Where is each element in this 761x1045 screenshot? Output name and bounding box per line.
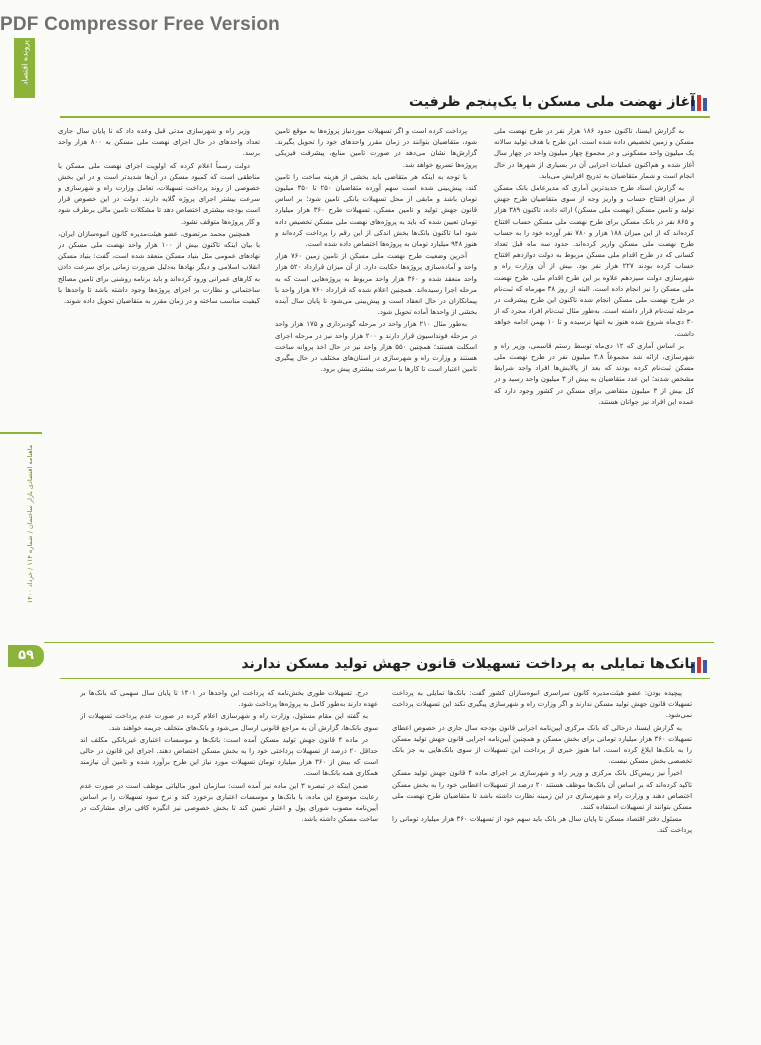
paragraph: درج. تسهیلات طوری بخش‌نامه که پرداخت این واحدها در ۱۴۰۱ تا پایان سال سهمی که بانک‌ها بر عهده دارند به‌طور کامل به پروژه‌ها پرداخت شود. (80, 689, 378, 709)
paragraph: وزیر راه و شهرسازی مدتی قبل وعده داد که تا پایان سال جاری تعداد واحدهای در حال اجرای نهضت ملی مسکن به ۸۰۰ هزار واحد برسد. (58, 127, 260, 158)
running-footer: ماهنامه اقتصادی بازار ساختمان / شماره ۱۱۴ / خرداد ۱۴۰۰ (26, 444, 34, 604)
article2-title-rule (60, 678, 710, 679)
paragraph: همچنین محمد مرتضوی، عضو هیئت‌مدیره کانون انبوه‌سازان ایران، با بیان اینکه تاکنون بیش از ۱۰۰ هزار واحد نهضت ملی مسکن در نهادهای عمومی مثل بنیاد مسکن منعقد شده است، گفت: بنیاد مسکن انقلاب اسلامی و دیگر نهادها به‌دلیل ضرورت زمانی برای سرعت دادن به کارهای عمرانی ورود کرده‌اند و باید برنامه روشنی برای تامین مصالح ساختمانی و نظارت بر اجرای پروژه‌ها وجود داشته باشد تا واحدها با کیفیت مناسب ساخته و در زمان مقرر به متقاضیان تحویل داده شوند. (58, 229, 260, 306)
article1-title: آغاز نهضت ملی مسکن با یک‌پنجم ظرفیت (409, 94, 695, 110)
paragraph: ضمن اینکه در تبصره ۳ این ماده نیز آمده است: سازمان امور مالیاتی موظف است در صورت عدم رعایت موضوع این ماده، با بانک‌ها و موسسات اعتباری برخورد کند و نرخ سود تسهیلات را بر اساس آیین‌نامه مصوب شورای پول و اعتبار تعیین کند تا بخش خصوصی نیز انگیزه کافی برای مشارکت در ساخت مسکن داشته باشد. (80, 781, 378, 824)
paragraph: به گزارش اسناد طرح جدیدترین آماری که مدیرعامل بانک مسکن از میزان افتتاح حساب و واریز وجه از سوی متقاضیان طرح جهش تولید و تامین مسکن (نهضت ملی مسکن) ارائه داده، تاکنون ۳۸۹ هزار و ۸۶۵ نفر در بانک مسکن برای طرح نهضت ملی مسکن حساب افتتاح کرده‌اند که از این میزان ۱۸۸ هزار و ۷۸۰ نفر آورده خود را به حساب طرح نهضت ملی مسکن واریز کرده‌اند. حدود سه ماه قبل تعداد کسانی که در طرح اقدام ملی مسکن مربوط به دولت دوازدهم افتتاح حساب کرده بودند ۲۲۷ هزار نفر بود. بیش از آن وزارت راه و شهرسازی دولت سیزدهم علاوه بر این طرح اقدام ملی، طرح نهضت ملی مسکن را نیز انجام داده است. البته از روز ۳۸ مهرماه که ثبت‌نام در طرح نهضت ملی مسکن انجام شده تاکنون این طرح پیشرفت در مرحله ثبت‌نام قرار داشته است. به‌طور مثال ثبت‌نام افراد مجرد که از ۳۰ دی‌ماه شروع شده هنوز به انتها نرسیده و تا ۱۰ بهمن ادامه خواهد داشت. (494, 184, 694, 338)
article1-column-left (58, 126, 260, 608)
paragraph: آخرین وضعیت طرح نهضت ملی مسکن از تامین زمین ۷۶۰ هزار واحد و آماده‌سازی پروژه‌ها حکایت دارد. از آن میزان قرارداد ۵۲۰ هزار واحد منعقد شده و ۳۶۰ هزار واحد مربوط به پروژه‌هایی است که به مرحله اجرا رسیده‌اند. همچنین اعلام شده که قرارداد ۷۶۰ هزار واحد با پیمانکاران در حال انعقاد است و پیش‌بینی می‌شود تا پایان سال آینده بخشی از واحدها آماده تحویل شود. (275, 252, 477, 317)
section-tab-label: پرونده اقتصاد (20, 39, 30, 86)
side-divider (0, 432, 42, 434)
page-divider (44, 642, 714, 643)
paragraph: بر اساس آماری که ۱۲ دی‌ماه توسط رستم قاسمی، وزیر راه و شهرسازی، ارائه شد مجموعاً ۳.۸ میلیون نفر در طرح نهضت ملی مسکن ثبت‌نام کرده بودند که بعد از پالایش‌ها افراد واجد شرایط مشخص شدند؛ این عدد متقاضیان به بیش از ۳ میلیون واحد رسید و در کل بیش از ۳ میلیون متقاضی برای مسکن در کشور وجود دارد که عمده این افراد نیز جوانان هستند. (494, 341, 694, 406)
paragraph: با توجه به اینکه هر متقاضی باید بخشی از هزینه ساخت را تامین کند، پیش‌بینی شده است سهم آورده متقاضیان ۲۵۰ تا ۳۵۰ میلیون تومان باشد و مابقی از محل تسهیلات بانکی تامین شود؛ بر اساس قانون جهش تولید و تامین مسکن، تسهیلات طرح ۳۶۰ هزار میلیارد تومان تعیین شده که باید به پروژه‌های نهضت ملی مسکن تخصیص داده شود اما تاکنون بانک‌ها بخش اندکی از این رقم را پرداخت کرده‌اند و هنوز ۹۴۸ میلیارد تومان به پروژه‌ها اختصاص داده شده است. (275, 172, 477, 249)
article1-column-right (494, 126, 694, 608)
paragraph: به گفته این مقام مسئول، وزارت راه و شهرسازی اعلام کرده در صورت عدم پرداخت تسهیلات از سوی بانک‌ها، گزارش آن به مراجع قانونی ارسال می‌شود و بانک‌های متخلف جریمه خواهند شد. (80, 712, 378, 732)
article1-title-rule (60, 116, 710, 118)
article1-column-middle (275, 126, 477, 608)
paragraph: دولت رسماً اعلام کرده که اولویت اجرای نهضت ملی مسکن با مناطقی است که کمبود مسکن در آن‌ها شدیدتر است و در این بخش خصوصی از روند پرداخت تسهیلات، تعامل وزارت راه و شهرسازی و سرعت بیشتر اجرای پروژه گلایه دارند. دولت در این خصوص قرار است بودجه بیشتری اختصاص دهد تا مشکلات تامین مالی برطرف شود و کار پروژه‌ها متوقف نشود. (58, 161, 260, 226)
paragraph: به‌طور مثال ۲۱۰ هزار واحد در مرحله گودبرداری و ۱۷۵ هزار واحد در مرحله فونداسیون قرار دارند و ۲۰۰ هزار واحد نیز در مرحله اجرای اسکلت هستند؛ همچنین ۵۵۰ هزار واحد نیز در حال اخذ پروانه ساخت هستند و وزارت راه و شهرسازی در استان‌های مختلف در حال پیگیری تامین اعتبار است تا کارها با سرعت بیشتری پیش برود. (275, 320, 477, 374)
pdf-compressor-watermark: PDF Compressor Free Version (0, 14, 280, 35)
paragraph: پیچیده بودن: عضو هیئت‌مدیره کانون سراسری انبوه‌سازان کشور گفت: بانک‌ها تمایلی به پرداخت تسهیلات قانون جهش تولید مسکن ندارند و اگر وزارت راه و شهرسازی پیگیری نکند این تسهیلات پرداخت نمی‌شود. (392, 689, 692, 720)
section-tab (14, 38, 35, 98)
paragraph: به گزارش ایسنا، درحالی که بانک مرکزی آیین‌نامه اجرایی قانون بودجه سال جاری در خصوص اعطای تسهیلات ۳۶۰ هزار میلیارد تومانی برای بخش مسکن و همچنین آیین‌نامه اجرایی قانون جهش تولید مسکن را به بانک‌ها ابلاغ کرده است، اما هنوز خبری از پرداخت این تسهیلات از سوی بانک‌هایی به جز بانک تخصصی بخش مسکن نیست. (392, 723, 692, 766)
paragraph: در ماده ۴ قانون جهش تولید مسکن آمده است: بانک‌ها و موسسات اعتباری غیربانکی مکلف اند حداقل ۲۰ درصد از تسهیلات پرداختی خود را به بخش مسکن اختصاص دهند. اجرای این قانون در حالی است که بیش از ۳۶۰ هزار میلیارد تومان تسهیلات مورد نیاز این طرح برآورد شده و تامین آن نیازمند همکاری همه بانک‌ها است. (80, 735, 378, 778)
page-number: ۵۹ (8, 645, 44, 667)
article2-title: بانک‌ها تمایلی به پرداخت تسهیلات قانون جهش تولید مسکن ندارند (241, 656, 695, 672)
paragraph: مسئول دفتر اقتصاد مسکن تا پایان سال هر بانک باید سهم خود از تسهیلات ۳۶۰ هزار میلیارد تومانی را پرداخت کند. (392, 815, 692, 835)
paragraph: به گزارش ایسنا، تاکنون حدود ۱۸۶ هزار نفر در طرح نهضت ملی مسکن و زمین تخصیص داده شده است. این طرح با هدف تولید سالانه یک میلیون واحد مسکونی و در مجموع چهار میلیون واحد در چهار سال آغاز شده و هم‌اکنون عملیات اجرایی آن در بسیاری از شهرها در حال انجام است و شمار متقاضیان به تدریج افزایش می‌یابد. (494, 127, 694, 180)
article2-column-right (392, 688, 692, 966)
paragraph: پرداخت کرده است و اگر تسهیلات موردنیاز پروژه‌ها به موقع تامین شود، متقاضیان بتوانند در زمان مقرر واحدهای خود را تحویل بگیرند. گزارش‌ها نشان می‌دهد در صورت تامین منابع، پیشرفت فیزیکی پروژه‌ها تسریع خواهد شد. (275, 127, 477, 169)
article2-column-left (80, 688, 378, 966)
paragraph: اخیراً نیز رییس‌کل بانک مرکزی و وزیر راه و شهرسازی بر اجرای ماده ۴ قانون جهش تولید مسکن تاکید کرده‌اند که بر اساس آن بانک‌ها موظف هستند ۲۰ درصد از تسهیلات اعطایی خود را به بخش مسکن اختصاص دهند و وزارت راه و شهرسازی در این زمینه نظارت داشته باشد تا متقاضیان طرح نهضت ملی مسکن بتوانند از تسهیلات استفاده کنند. (392, 769, 692, 812)
